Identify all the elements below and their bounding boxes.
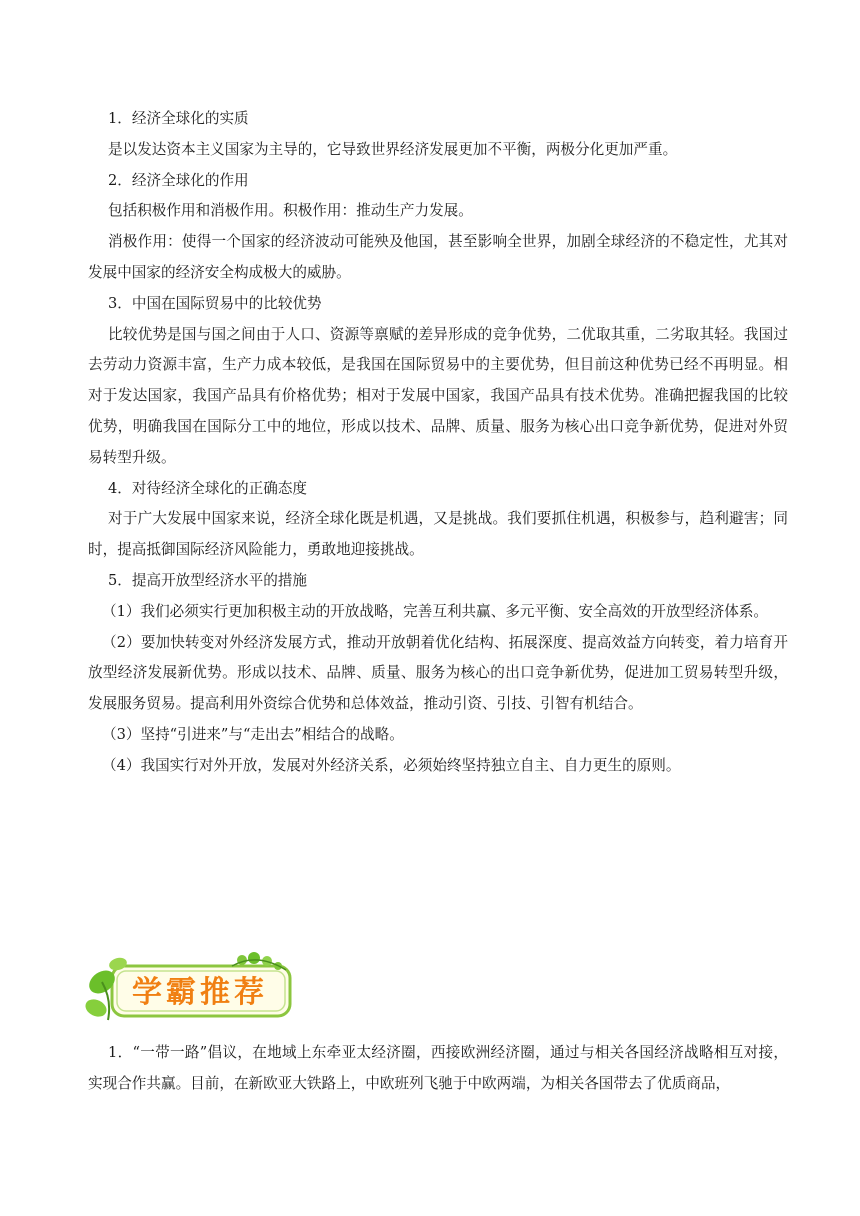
section-heading: 5．提高开放型经济水平的措施: [108, 571, 308, 589]
recommend-content: [88, 1038, 788, 1100]
section-paragraph: 是以发达资本主义国家为主导的，它导致世界经济发展更加不平衡，两极分化更加严重。: [108, 140, 678, 158]
section-paragraph: 包括积极作用和消极作用。积极作用：推动生产力发展。: [108, 202, 473, 220]
section-paragraph: 对于广大发展中国家来说，经济全球化既是机遇，又是挑战。我们要抓住机遇，积极参与，趋利避害；同时，提高抵御国际经济风险能力，勇敢地迎接挑战。: [88, 510, 788, 559]
measure-item: （4）我国实行对外开放，发展对外经济关系，必须始终坚持独立自主、自力更生的原则。: [102, 756, 681, 774]
section-paragraph: 比较优势是国与国之间由于人口、资源等禀赋的差异形成的竞争优势，二优取其重，二劣取其轻。我国过去劳动力资源丰富，生产力成本较低，是我国在国际贸易中的主要优势，但目前这种优势已经不再明显。相对于发达国家，我国产品具有价格优势；相对于发展中国家，我国产品具有技术优势。准确把握我国的比较优势，明确我国在国际分工中的地位，形成以技术、品牌、质量、服务为核心出口竞争新优势，促进对外贸易转型升级。: [88, 325, 788, 466]
badge-label: 学霸推荐: [132, 975, 268, 1010]
measure-item: （3）坚持“引进来”与“走出去”相结合的战略。: [102, 725, 404, 743]
knowledge-content: [88, 104, 788, 782]
section-heading: 3．中国在国际贸易中的比较优势: [108, 294, 322, 312]
section-heading: 4．对待经济全球化的正确态度: [108, 479, 308, 497]
measure-item: （1）我们必须实行更加积极主动的开放战略，完善互利共赢、多元平衡、安全高效的开放型经济体系。: [102, 602, 769, 620]
recommend-badge: [82, 952, 296, 1026]
section-heading: 2．经济全球化的作用: [108, 171, 249, 189]
measure-item: （2）要加快转变对外经济发展方式，推动开放朝着优化结构、拓展深度、提高效益方向转变，着力培育开放型经济发展新优势。形成以技术、品牌、质量、服务为核心的出口竞争新优势，促进加工贸易转型升级，发展服务贸易。提高利用外资综合优势和总体效益，推动引资、引技、引智有机结合。: [88, 633, 788, 713]
recommend-paragraph: 1．“一带一路”倡议，在地域上东牵亚太经济圈，西接欧洲经济圈，通过与相关各国经济战略相互对接，实现合作共赢。目前，在新欧亚大铁路上，中欧班列飞驰于中欧两端，为相关各国带去了优质商品，: [88, 1044, 788, 1092]
section-paragraph: 消极作用：使得一个国家的经济波动可能殃及他国，甚至影响全世界，加剧全球经济的不稳定性，尤其对发展中国家的经济安全构成极大的威胁。: [88, 233, 788, 281]
section-heading: 1．经济全球化的实质: [108, 110, 249, 127]
